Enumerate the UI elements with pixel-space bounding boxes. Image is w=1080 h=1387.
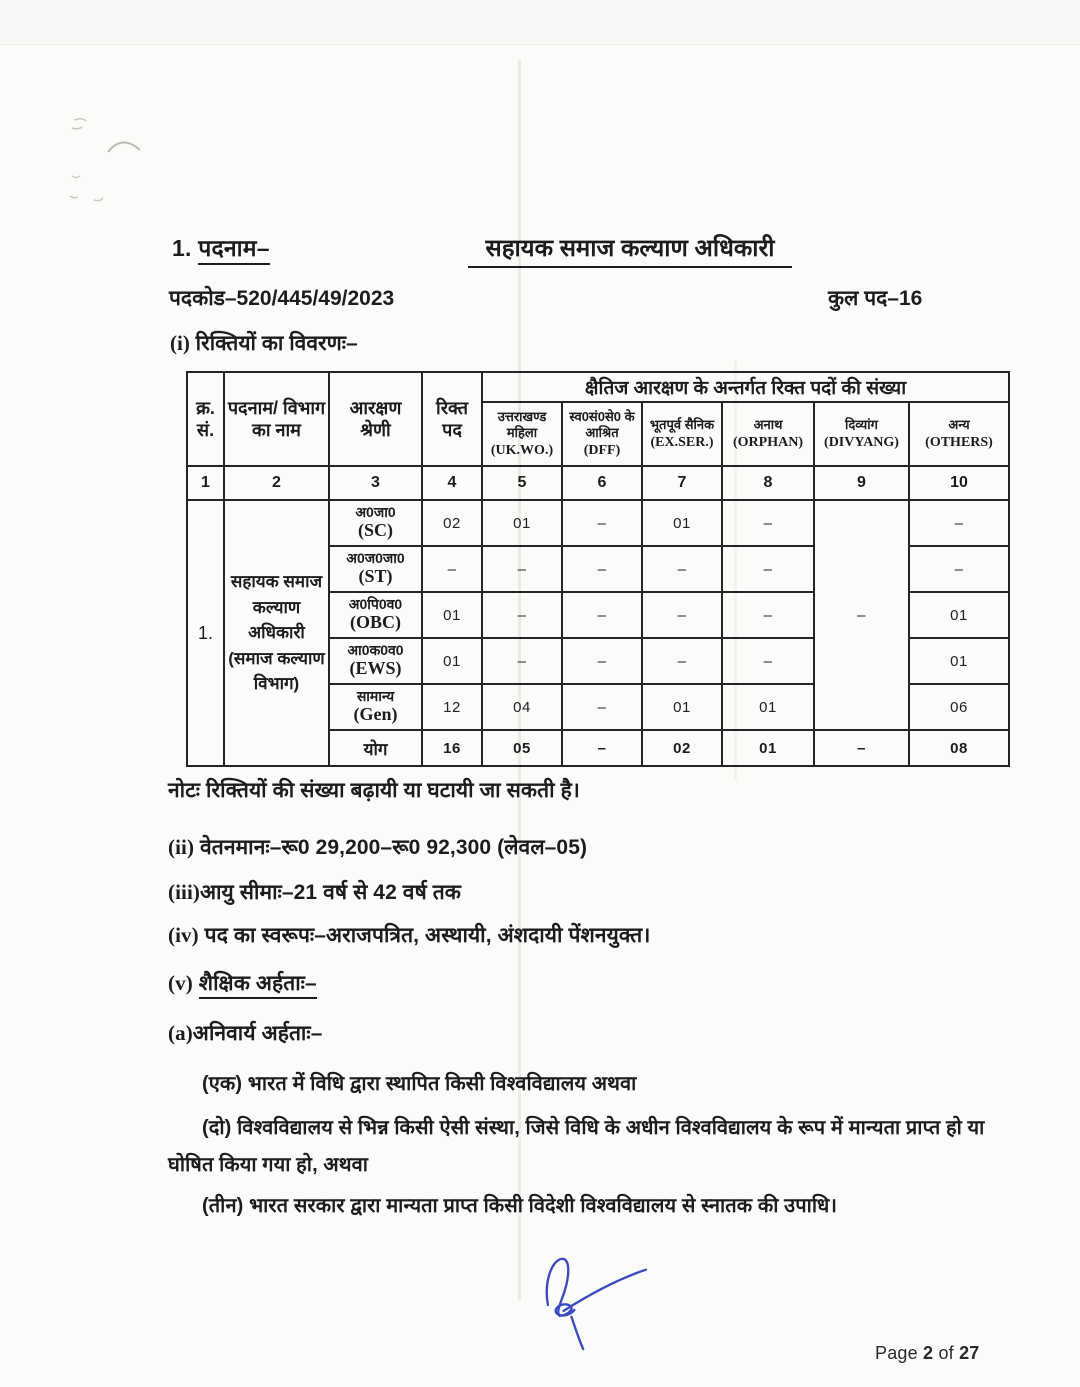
table-row-gen: सामान्य (Gen) 12 04 – 01 01 06 — [187, 684, 1009, 730]
post-name-cell: सहायक समाज कल्याण अधिकारी (समाज कल्याण विभाग) — [224, 500, 329, 766]
vacancy-details-heading — [170, 329, 358, 357]
col-header-ukwo: उत्तराखण्ड महिला (UK.WO.) — [482, 402, 562, 466]
page-title: सहायक समाज कल्याण अधिकारी — [468, 231, 792, 268]
scan-artifact-marks — [60, 108, 180, 218]
col-header-orphan: अनाथ (ORPHAN) — [722, 402, 814, 466]
vacancy-table — [186, 371, 1010, 767]
clause-three: (तीन) भारत सरकार द्वारा मान्यता प्राप्त किसी विदेशी विश्वविद्यालय से स्नातक की उपाधि। — [202, 1195, 838, 1217]
total-posts: कुल पद–16 — [828, 287, 923, 310]
section-label: पदनाम– — [198, 235, 270, 265]
col-header-horizontal-reservation: क्षैतिज आरक्षण के अन्तर्गत रिक्त पदों की संख्या — [482, 372, 1009, 402]
pay-scale-line: (ii) वेतनमानः–रू0 29,200–रू0 92,300 (लेवल–05) — [168, 835, 588, 859]
post-code: पदकोड–520/445/49/2023 — [169, 287, 395, 310]
col-header-divyang: दिव्यांग (DIVYANG) — [814, 402, 909, 466]
category-cell: अ0ज0जा0 (ST) — [329, 546, 422, 592]
table-row-ews: आ0क0व0 (EWS) 01 – – – – 01 — [187, 638, 1009, 684]
age-limit-line: (iii)आयु सीमाः–21 वर्ष से 42 वर्ष तक — [168, 880, 462, 904]
section-heading — [172, 231, 270, 263]
col-header-others: अन्य (OTHERS) — [909, 402, 1009, 466]
vacancy-prefix: (i) — [170, 331, 190, 355]
signature-ink — [528, 1254, 658, 1352]
category-cell: आ0क0व0 (EWS) — [329, 638, 422, 684]
column-number-row: 1 2 3 4 5 6 7 8 9 10 — [187, 466, 1009, 500]
col-header-post-name: पदनाम/ विभाग का नाम — [224, 372, 329, 466]
category-cell: सामान्य (Gen) — [329, 684, 422, 730]
table-row-st: अ0ज0जा0 (ST) – – – – – – — [187, 546, 1009, 592]
col-header-vacant-posts: रिक्त पद — [422, 372, 482, 466]
category-cell: अ0जा0 (SC) — [329, 500, 422, 546]
category-cell: अ0पि0व0 (OBC) — [329, 592, 422, 638]
post-nature-line: (iv) पद का स्वरूपः–अराजपत्रित, अस्थायी, अंशदायी पेंशनयुक्त। — [168, 923, 651, 947]
vacancy-label: रिक्तियों का विवरणः– — [189, 332, 358, 355]
col-header-serial: क्र. सं. — [187, 372, 224, 466]
table-row-total: योग 16 05 – 02 01 – 08 — [187, 730, 1009, 766]
col-header-reservation: आरक्षण श्रेणी — [329, 372, 422, 466]
note-line: नोटः रिक्तियों की संख्या बढ़ायी या घटायी जा सकती है। — [168, 779, 580, 802]
scan-top-edge-strip — [0, 0, 1080, 45]
col-header-exser: भूतपूर्व सैनिक (EX.SER.) — [642, 402, 722, 466]
col-header-dff: स्व0सं0से0 के आश्रित (DFF) — [562, 402, 642, 466]
divyang-merged-cell: – — [814, 500, 909, 730]
mandatory-qualification-heading: (a)अनिवार्य अर्हताः– — [168, 1021, 323, 1045]
page-number: Page 2 of 27 — [875, 1343, 980, 1363]
section-number: 1. — [172, 235, 192, 261]
education-qualification-heading: (v) शैक्षिक अर्हताः– — [168, 969, 317, 997]
table-row-sc: 1. सहायक समाज कल्याण अधिकारी (समाज कल्याण विभाग) अ0जा0 (SC) 02 01 – 01 – – – — [187, 500, 1009, 546]
clause-one: (एक) भारत में विधि द्वारा स्थापित किसी विश्वविद्यालय अथवा — [202, 1073, 637, 1095]
table-row-obc: अ0पि0व0 (OBC) 01 – – – – 01 — [187, 592, 1009, 638]
clause-two: (दो) विश्वविद्यालय से भिन्न किसी ऐसी संस्था, जिसे विधि के अधीन विश्वविद्यालय के रूप में मान्यता प्राप्त हो या घोषित किया गया हो, अथवा — [168, 1117, 985, 1176]
serial-number-cell: 1. — [187, 500, 224, 766]
